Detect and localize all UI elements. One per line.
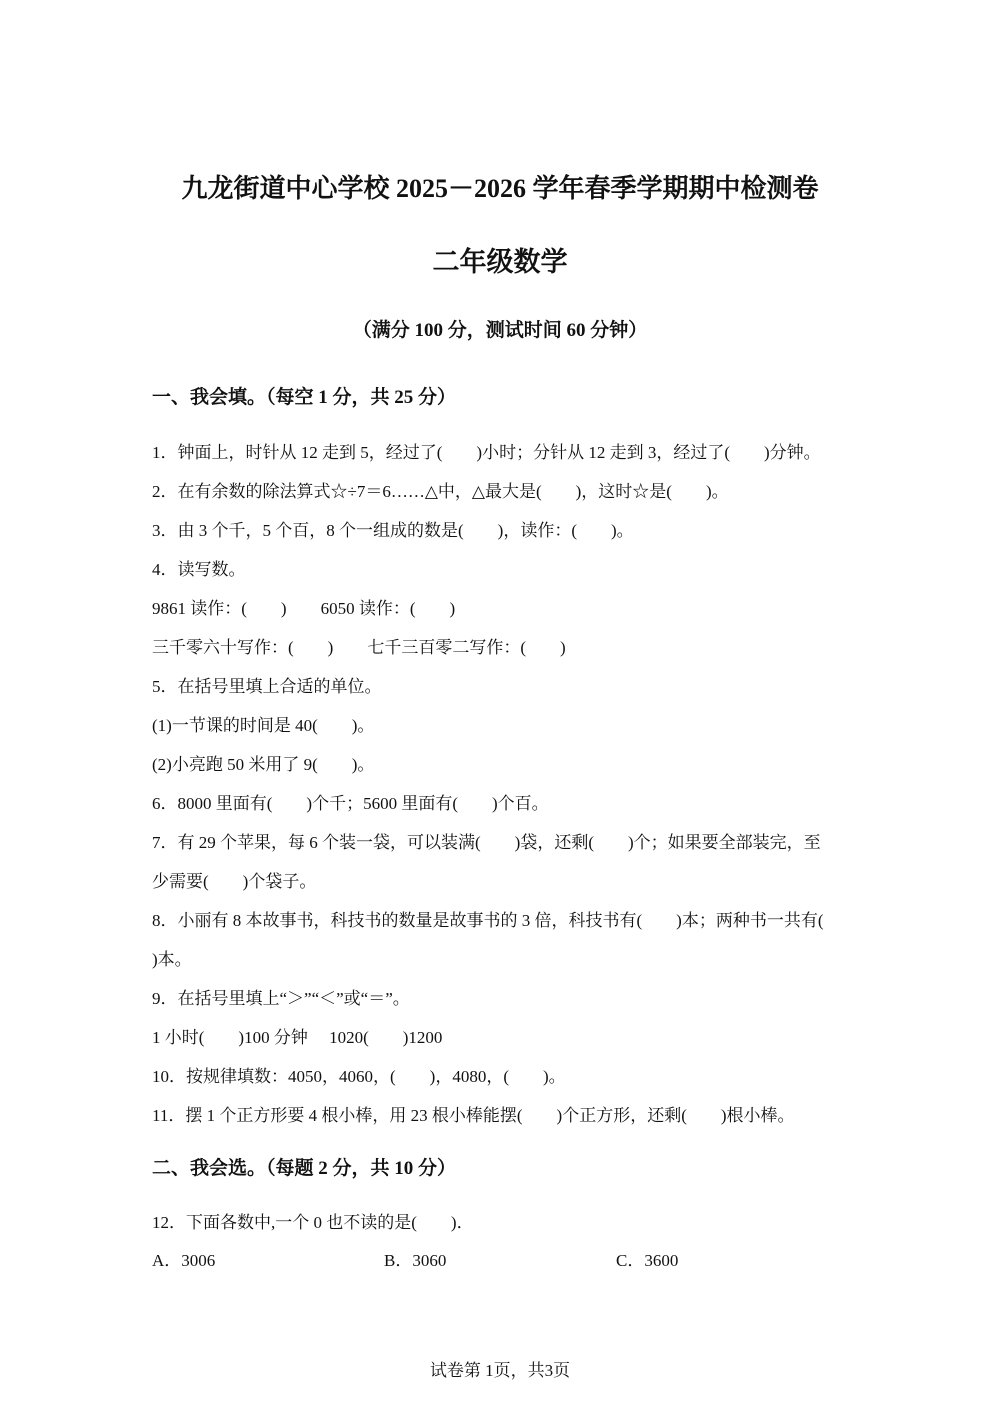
page-footer: 试卷第 1页，共3页 [429, 1361, 571, 1380]
question-line: 11．摆 1 个正方形要 4 根小棒，用 23 根小棒能摆( )个正方形，还剩( )根小棒。 [152, 1106, 795, 1125]
section-heading-fill: 一、我会填。（每空 1 分，共 25 分） [152, 387, 457, 408]
question-line: 7．有 29 个苹果，每 6 个装一袋，可以装满( )袋，还剩( )个；如果要全部装完，至 [152, 833, 821, 852]
question-line: 少需要( )个袋子。 [152, 872, 317, 891]
question-line: 三千零六十写作：( ) 七千三百零二写作：( ) [152, 638, 566, 657]
question-line: (1)一节课的时间是 40( )。 [152, 716, 375, 735]
option-c: C．3600 [616, 1251, 679, 1270]
section-heading-choice: 二、我会选。（每题 2 分，共 10 分） [152, 1158, 457, 1179]
question-line: 3．由 3 个千，5 个百，8 个一组成的数是( )，读作：( )。 [152, 521, 634, 540]
question-line: 1．钟面上，时针从 12 走到 5，经过了( )小时；分针从 12 走到 3，经过了( )分钟。 [152, 443, 821, 462]
question-line: 1 小时( )100 分钟 1020( )1200 [152, 1028, 443, 1047]
question-line: 5．在括号里填上合适的单位。 [152, 677, 382, 696]
exam-subtitle: 二年级数学 [432, 247, 568, 277]
question-line: )本。 [152, 950, 192, 969]
option-a: A．3006 [152, 1251, 216, 1270]
question-line: 9861 读作：( ) 6050 读作：( ) [152, 599, 456, 618]
question-line: 4．读写数。 [152, 560, 246, 579]
exam-title: 九龙街道中心学校 2025－2026 学年春季学期期中检测卷 [181, 174, 819, 203]
question-line: 9．在括号里填上“＞”“＜”或“＝”。 [152, 989, 410, 1008]
option-b: B．3060 [384, 1251, 447, 1270]
exam-note: （满分 100 分，测试时间 60 分钟） [352, 320, 648, 341]
question-line: 10．按规律填数：4050，4060，( )，4080，( )。 [152, 1067, 566, 1086]
question-line: 8．小丽有 8 本故事书，科技书的数量是故事书的 3 倍，科技书有( )本；两种书一共有( [152, 911, 824, 930]
question-line: (2)小亮跑 50 米用了 9( )。 [152, 755, 375, 774]
question-line: 12．下面各数中,一个 0 也不读的是( )． [152, 1213, 474, 1232]
question-line: 6．8000 里面有( )个千；5600 里面有( )个百。 [152, 794, 549, 813]
question-line: 2．在有余数的除法算式☆÷7＝6……△中，△最大是( )，这时☆是( )。 [152, 482, 729, 501]
